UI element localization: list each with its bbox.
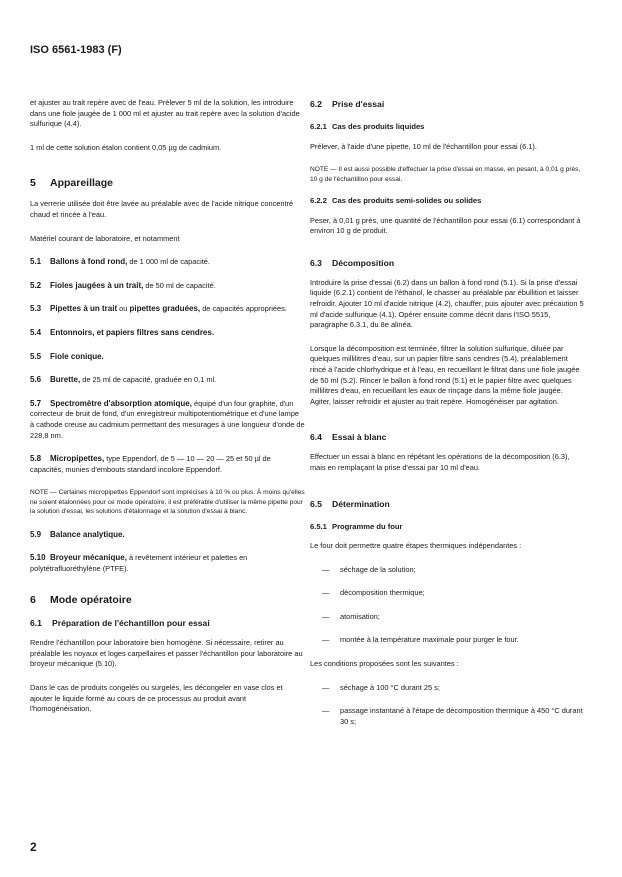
entry-5-5: 5.5 Fiole conique. — [30, 351, 104, 361]
list-item: — séchage à 100 °C durant 25 s; — [310, 683, 585, 694]
list-item: — décomposition thermique; — [310, 588, 585, 599]
peser-paragraph: Peser, à 0,01 g près, une quantité de l'échantillon pour essai (6.1) correspondant à environ 10 g de produit. — [310, 215, 581, 236]
congeles-paragraph: Dans le cas de produits congelés ou surgelés, les décongeler en vase clos et ajouter le liquide formé au cours de ce processus au produit avant l'homogénéisation. — [30, 683, 283, 714]
materiel-paragraph: Matériel courant de laboratoire, et notamment — [30, 233, 180, 243]
conditions-paragraph: Les conditions proposées sont les suivantes : — [310, 659, 459, 669]
effectuer-paragraph: Effectuer un essai à blanc en répétant les opérations de la décomposition (6.3), mais en remplaçant la prise d'essai par 10 ml d'eau. — [310, 452, 570, 472]
section-5-heading: 5 Appareillage — [30, 177, 114, 190]
section-6-1-heading: 6.1 Préparation de l'échantillon pour essai — [30, 618, 210, 629]
section-6-heading: 6 Mode opératoire — [30, 594, 132, 607]
standard-header: ISO 6561-1983 (F) — [30, 44, 122, 56]
section-6-2-2-heading: 6.2.2 Cas des produits semi-solides ou solides — [310, 196, 482, 205]
list-item: — séchage de la solution; — [310, 565, 585, 576]
entry-5-2: 5.2 Fioles jaugées à un trait, de 50 ml de capacité. — [30, 280, 216, 290]
entry-5-4: 5.4 Entonnoirs, et papiers filtres sans cendres. — [30, 327, 215, 337]
steps-list — [310, 565, 585, 646]
note-6-2-1: NOTE — Il est aussi possible d'effectuer la prise d'essai en masse, en pesant, à 0,01 g près, 10 g de l'échantillon pour essai. — [310, 166, 581, 183]
entry-5-10: 5.10 Broyeur mécanique, à revêtement intérieur et palettes en polytétrafluoréthylène (PTFE). — [30, 553, 248, 573]
section-6-4-heading: 6.4 Essai à blanc — [310, 432, 387, 443]
section-6-2-1-heading: 6.2.1 Cas des produits liquides — [310, 122, 425, 131]
page-number: 2 — [30, 840, 37, 854]
section-6-5-heading: 6.5 Détermination — [310, 498, 390, 509]
section-6-5-1-heading: 6.5.1 Programme du four — [310, 521, 403, 531]
introduire-paragraph: Introduire la prise d'essai (6.2) dans un ballon à fond rond (5.1). Si la prise d'essai liquide (6.2.1) contient de l'éthanol, le chasser au préalable par ébullition et laisser refroidir. Ajouter 10 ml d'acide nitrique (4.2), chauffer, puis ajouter avec précaution 5 ml d'acide sulfurique (4.1). Opérer ensuite comme décrit dans l'ISO 5515, paragraphe 6.3.1, du 8e alinéa. — [310, 277, 584, 330]
list-item: — montée à la température maximale pour purger le four. — [310, 635, 585, 646]
entry-5-1: 5.1 Ballons à fond rond, de 1 000 ml de capacité. — [30, 257, 210, 267]
verrerie-paragraph: La verrerie utilisée doit être lavée au préalable avec de l'acide nitrique concentré chaud et rincée à l'eau. — [30, 199, 294, 219]
entry-5-3: 5.3 Pipettes à un trait ou pipettes graduées, de capacités appropriées. — [30, 304, 287, 314]
section-6-3-heading: 6.3 Décomposition — [310, 257, 395, 268]
prelever-paragraph: Prélever, à l'aide d'une pipette, 10 ml de l'échantillon pour essai (6.1). — [310, 141, 537, 151]
entry-5-7: 5.7 Spectromètre d'absorption atomique, équipé d'un four graphite, d'un correcteur de bruit de fond, d'un enregistreur multipotentiométrique et d'une lampe à cathode creuse au cadmium permettant des mesurages à une longueur d'onde de 228,8 nm. — [30, 398, 305, 440]
left-column — [30, 98, 305, 715]
four-paragraph: Le four doit permettre quatre étapes thermiques indépendantes : — [310, 541, 522, 551]
entry-5-8: 5.8 Micropipettes, type Eppendorf, de 5 — 10 — 20 — 25 et 50 µl de capacités, munies d'embouts standard incolore Eppendorf. — [30, 454, 271, 474]
note-5-8: NOTE — Certaines micropipettes Eppendorf sont imprécises à 10 % ou plus. À moins qu'elles ne soient étalonnées pour ce mode opératoire, il est préférable d'utiliser la même pipette pour la solution d'essai, les solutions d'étalonnage et la solution d'essai à blanc. — [30, 489, 305, 516]
right-column — [310, 98, 585, 727]
conditions-list — [310, 683, 585, 728]
lorsque-paragraph: Lorsque la décomposition est terminée, filtrer la solution sulfurique, diluée par quelques millilitres d'eau, sur un papier filtre sans cendres (5.4), préalablement rincé à l'acide chlorhydrique et à l'eau, en recueillant le filtrat dans une fiole jaugée de 50 ml (5.2). Rincer le ballon à fond rond (5.1) et le papier filtre avec quelques millilitres d'eau, en recueillant les eaux de rinçage dans la même fiole jaugée. Agiter, laisser refroidir et ajuster au trait repère. Homogénéiser par agitation. — [310, 343, 580, 406]
entry-5-6: 5.6 Burette, de 25 ml de capacité, graduée en 0,1 ml. — [30, 375, 217, 385]
list-item: — passage instantané à l'étape de décomposition thermique à 450 °C durant 30 s; — [310, 706, 585, 727]
cadmium-paragraph: 1 ml de cette solution étalon contient 0,05 µg de cadmium. — [30, 142, 222, 152]
list-item: — atomisation; — [310, 612, 585, 623]
entry-5-9: 5.9 Balance analytique. — [30, 529, 125, 539]
intro-paragraph: et ajuster au trait repère avec de l'eau. Prélever 5 ml de la solution, les introduire dans une fiole jaugée de 1 000 ml et ajuster au trait repère avec la solution d'acide sulfurique (4.4). — [30, 98, 300, 129]
section-6-2-heading: 6.2 Prise d'essai — [310, 99, 385, 109]
rendre-paragraph: Rendre l'échantillon pour laboratoire bien homogène. Si nécessaire, retirer au préalable les noyaux et loges carpellaires et passer l'échantillon pour laboratoire au broyeur mécanique (5.10). — [30, 638, 303, 669]
